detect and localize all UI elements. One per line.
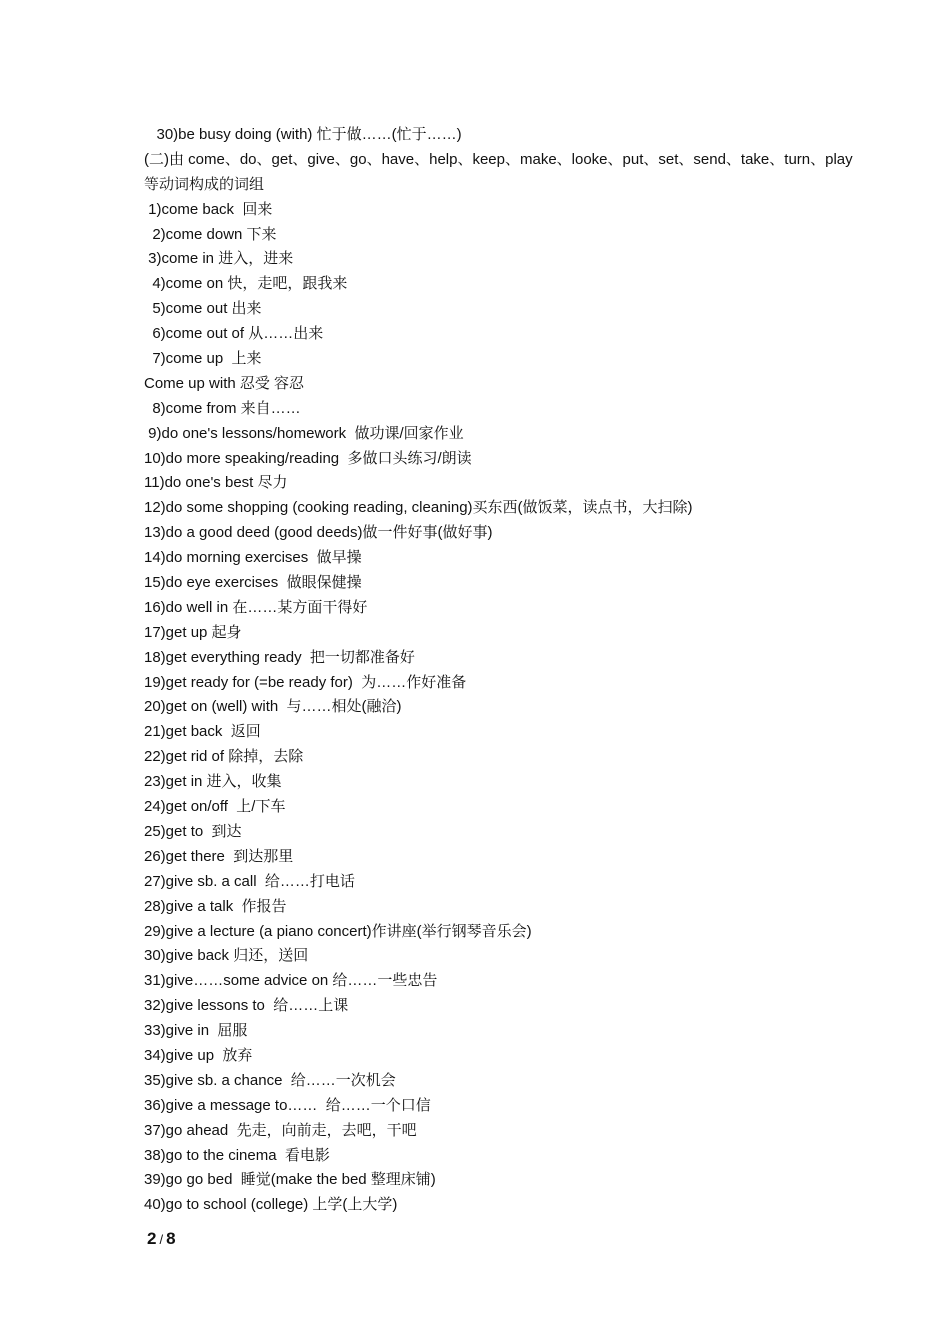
page-number <box>147 1228 176 1251</box>
phrase-line: 4)come on 快，走吧，跟我来 <box>144 275 348 293</box>
phrase-line: 38)go to the cinema 看电影 <box>144 1146 330 1164</box>
phrase-line: 27)give sb. a call 给……打电话 <box>144 872 355 890</box>
phrase-line: 34)give up 放弃 <box>144 1046 253 1064</box>
phrase-line: 24)get on/off 上/下车 <box>144 798 286 816</box>
phrase-line: 12)do some shopping (cooking reading, cleaning)买东西(做饭菜，读点书，大扫除) <box>144 499 693 517</box>
phrase-line: 17)get up 起身 <box>144 623 242 641</box>
phrase-line: 23)get in 进入，收集 <box>144 773 282 791</box>
phrase-line: 32)give lessons to 给……上课 <box>144 997 349 1015</box>
phrase-line: 14)do morning exercises 做早操 <box>144 549 362 567</box>
phrase-line: 11)do one's best 尽力 <box>144 474 288 492</box>
phrase-line: 30)be busy doing (with) 忙于做……(忙于……) <box>144 126 462 143</box>
total-pages-number: 8 <box>166 1229 176 1248</box>
phrase-line: 9)do one's lessons/homework 做功课/回家作业 <box>144 424 464 442</box>
phrase-line: 18)get everything ready 把一切都准备好 <box>144 648 415 666</box>
phrase-line: 22)get rid of 除掉，去除 <box>144 748 304 766</box>
phrase-line: 10)do more speaking/reading 多做口头练习/朗读 <box>144 449 472 467</box>
phrase-line: 39)go go bed 睡觉(make the bed 整理床铺) <box>144 1171 436 1189</box>
phrase-line: (二)由 come、do、get、give、go、have、help、keep、make、looke、put、set、send、take、turn、play <box>144 150 853 168</box>
phrase-line: 13)do a good deed (good deeds)做一件好事(做好事) <box>144 524 493 542</box>
phrase-line: 2)come down 下来 <box>144 225 277 243</box>
phrase-line: 5)come out 出来 <box>144 300 262 318</box>
phrase-line: 29)give a lecture (a piano concert)作讲座(举行钢琴音乐会) <box>144 922 532 940</box>
phrase-line: 28)give a talk 作报告 <box>144 897 287 915</box>
phrase-line: 35)give sb. a chance 给……一次机会 <box>144 1071 396 1089</box>
phrase-line: 6)come out of 从……出来 <box>144 325 324 343</box>
phrase-line: 25)get to 到达 <box>144 822 242 840</box>
phrase-line: 30)give back 归还，送回 <box>144 947 309 965</box>
phrase-line: 19)get ready for (=be ready for) 为……作好准备 <box>144 673 467 691</box>
phrase-line: 26)get there 到达那里 <box>144 847 294 865</box>
phrase-list <box>144 123 853 1218</box>
page-separator: / <box>159 1232 164 1247</box>
phrase-line: 31)give……some advice on 给……一些忠告 <box>144 972 438 990</box>
phrase-line: 21)get back 返回 <box>144 723 261 741</box>
phrase-line: 33)give in 屈服 <box>144 1022 248 1040</box>
phrase-line: 15)do eye exercises 做眼保健操 <box>144 574 362 592</box>
phrase-line: Come up with 忍受 容忍 <box>144 374 305 392</box>
phrase-line: 7)come up 上来 <box>144 350 262 368</box>
phrase-line: 36)give a message to…… 给……一个口信 <box>144 1096 431 1114</box>
phrase-line: 16)do well in 在……某方面干得好 <box>144 598 368 616</box>
phrase-line: 3)come in 进入，进来 <box>144 250 294 268</box>
phrase-line: 1)come back 回来 <box>144 200 273 218</box>
phrase-line: 等动词构成的词组 <box>144 175 265 193</box>
phrase-line: 40)go to school (college) 上学(上大学) <box>144 1196 398 1214</box>
phrase-line: 20)get on (well) with 与……相处(融洽) <box>144 698 402 716</box>
current-page-number: 2 <box>147 1229 157 1248</box>
phrase-line: 8)come from 来自…… <box>144 399 301 417</box>
phrase-line: 37)go ahead 先走，向前走，去吧，干吧 <box>144 1121 417 1139</box>
